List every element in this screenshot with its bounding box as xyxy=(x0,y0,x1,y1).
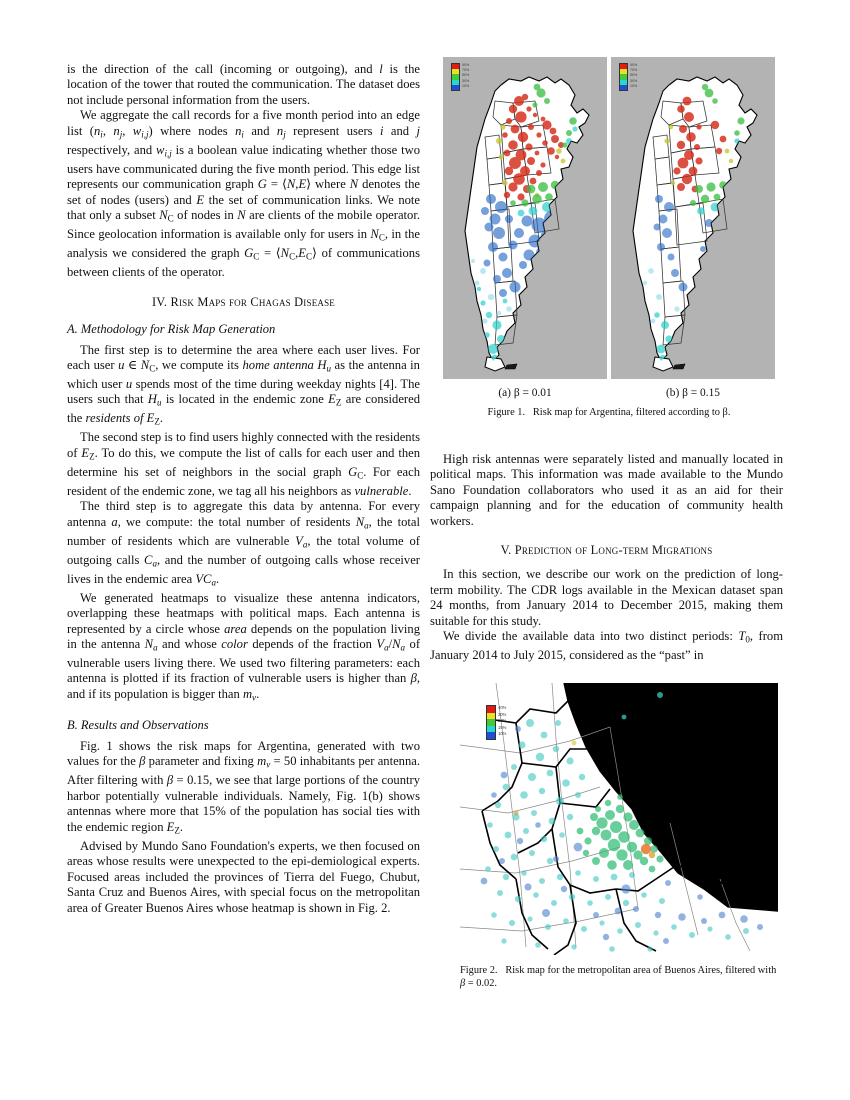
paragraph-fig1-results: Fig. 1 shows the risk maps for Argentina, generated with two values for the β parameter and fixing $m_v = 50$ inhabitants per antenna. After filtering with β = 0.15, we see that large portions of the country harbor potentially vulnerable individuals. Namely, Fig. 1(b) shows antennas where more that 15% of the population has social ties with the endemic region $E_Z$. xyxy=(67,738,420,836)
legend-colorbar xyxy=(451,63,460,91)
paragraph-high-risk-antennas: High risk antennas were separately listed and manually located in political maps. This information was made available to the Mundo Sano Foundation collaborators who used it as an aid for their campaign planning and for the education of community health workers. xyxy=(430,452,783,528)
map-b-svg xyxy=(611,57,775,379)
argentina-risk-map-beta-015 xyxy=(611,57,775,379)
legend-swatch-4 xyxy=(487,732,495,739)
legend-label-2: 20% xyxy=(498,718,507,724)
legend-label-1: 30% xyxy=(498,711,507,717)
legend-colorbar xyxy=(486,705,496,740)
legend-labels xyxy=(462,63,469,91)
subsection-heading-b: B. Results and Observations xyxy=(67,717,209,732)
legend-label-2: 50% xyxy=(630,73,638,78)
legend-label-1: 70% xyxy=(462,68,470,73)
figure-2-caption-beta: β = 0.02. xyxy=(460,978,498,990)
paragraph-first-step: The first step is to determine the area where each user lives. For each user u ∈ $N_C$, we compute its home antenna $H_u$ as the antenna in which user u spends most of the time during weekday nights [4]. The users such that $H_u$ is located in the endemic zone $E_Z$ are considered the residents of $E_Z$. xyxy=(67,342,420,427)
legend-swatch-1 xyxy=(487,713,495,720)
legend-label-3: 30% xyxy=(462,78,470,83)
figure-1-maps-row xyxy=(443,57,775,379)
legend-labels xyxy=(630,63,637,91)
subsection-heading-a: A. Methodology for Risk Map Generation xyxy=(67,321,276,336)
figure-2-caption xyxy=(460,964,780,990)
buenos-aires-risk-map xyxy=(460,683,778,955)
paragraph-third-step: The third step is to aggregate this data by antenna. For every antenna a, we compute: the total number of residents $N_a$, the total number of residents which are vulnerable $V_a$, the total volume of outgoing calls $C_a$, and the number of outgoing calls whose receiver lives in the endemic area $VC_a$. xyxy=(67,499,420,588)
paragraph-edge-list: We aggregate the call records for a five month period into an edge list ($n_i$, $n_j$, $w_{i,j}$) where nodes $n_i$ and $n_j$ represent users i and j respectively, and $w_{i,j}$ is a boolean value indicating whether those two users have communicated during the five month period. This edge list represents our communication graph G = ⟨N,E⟩ where N denotes the set of nodes (users) and E the set of communication links. We note that only a subset $N_C$ of nodes in N are clients of the mobile operator. Since geolocation information is available only for users in $N_C$, in the analysis we considered the graph $G_C$ = $⟨N_C,E_C⟩$ of communications between clients of the operator. xyxy=(67,108,421,280)
map-a-svg xyxy=(443,57,607,379)
figure-1-caption-label: Figure 1. xyxy=(487,407,526,418)
section-title-iv: Risk Maps for Chagas Disease xyxy=(170,294,335,309)
section-title-v: Prediction of Long-term Migrations xyxy=(514,543,713,558)
section-heading-iv xyxy=(67,295,420,310)
legend-label-4: 10% xyxy=(498,731,507,737)
legend-labels xyxy=(498,705,506,740)
section-number-v: V. xyxy=(500,543,512,558)
legend-label-1: 70% xyxy=(630,68,638,73)
figure-1-subcaptions xyxy=(443,387,775,399)
legend-label-0: 40% xyxy=(498,705,507,710)
left-column xyxy=(67,62,420,916)
figure-1b-subcaption: (b) β = 0.15 xyxy=(666,387,720,399)
legend-swatch-4 xyxy=(452,85,459,90)
figure-2-caption-text: Risk map for the metropolitan area of Buenos Aires, filtered with xyxy=(505,965,777,976)
legend-label-3: 15% xyxy=(498,724,507,730)
legend-swatch-2 xyxy=(487,719,495,726)
paragraph-prediction-intro: In this section, we describe our work on the prediction of long-term mobility. The CDR logs available in the Mexican dataset span 24 months, from January 2014 to December 2015, making them suitable for this study. xyxy=(430,567,783,628)
figure-1 xyxy=(443,57,775,419)
paragraph-second-step: The second step is to find users highly connected with the residents of $E_Z$. To do this, we compute the list of calls for each user and then determine his set of neighbors in the social graph $G_C$. For each resident of the endemic zone, we tag all his neighbors as vulnerable. xyxy=(67,430,421,498)
figure-2 xyxy=(460,683,778,990)
legend-label-0: 90% xyxy=(462,63,470,67)
map-fig2-svg xyxy=(460,683,778,955)
figure-2-legend xyxy=(486,705,506,740)
figure-2-caption-label: Figure 2. xyxy=(460,965,498,976)
legend-label-4: 10% xyxy=(630,83,638,88)
figure-1-caption xyxy=(443,406,775,419)
figure-1a-legend xyxy=(451,63,469,91)
argentina-risk-map-beta-001 xyxy=(443,57,607,379)
section-number-iv: IV. xyxy=(151,294,168,309)
legend-swatch-0 xyxy=(487,706,495,713)
figure-1a-subcaption: (a) β = 0.01 xyxy=(498,387,552,399)
right-column xyxy=(430,452,783,664)
paragraph-intro-continuation: is the direction of the call (incoming or outgoing), and l is the location of the tower that routed the communication. The dataset does not include personal information from the users. xyxy=(67,62,420,107)
legend-swatch-4 xyxy=(620,85,627,90)
paragraph-mundo-sano: Advised by Mundo Sano Foundation's experts, we then focused on areas whose results were unexpected to the epi-demiological experts. Focused areas included the provinces of Tierra del Fuego, Chubut, Santa Cruz and Buenos Aires, with special focus on the metropolitan area of Greater Buenos Aires whose heatmap is shown in Fig. 2. xyxy=(67,838,420,915)
legend-label-2: 50% xyxy=(462,73,470,78)
legend-label-4: 10% xyxy=(462,83,470,88)
paragraph-heatmaps: We generated heatmaps to visualize these antenna indicators, overlapping these heatmaps with political maps. Each antenna is represented by a circle whose area depends on the population living in the antenna $N_a$ and whose color depends of the fraction $V_a/N_a$ of vulnerable users living there. We used two filtering parameters: each antenna is plotted if its fraction of vulnerable users is higher than β, and if its population is bigger than $m_v$. xyxy=(67,590,421,703)
figure-1-caption-text: Risk map for Argentina, filtered according to β. xyxy=(532,407,731,418)
legend-label-0: 90% xyxy=(630,63,638,67)
section-heading-v xyxy=(430,543,783,558)
paragraph-periods: We divide the available data into two distinct periods: $T_0$, from January 2014 to July 2015, considered as the “past” in xyxy=(430,629,783,663)
figure-1b-legend xyxy=(619,63,637,91)
legend-label-3: 30% xyxy=(630,78,638,83)
legend-colorbar xyxy=(619,63,628,91)
legend-swatch-3 xyxy=(487,726,495,733)
